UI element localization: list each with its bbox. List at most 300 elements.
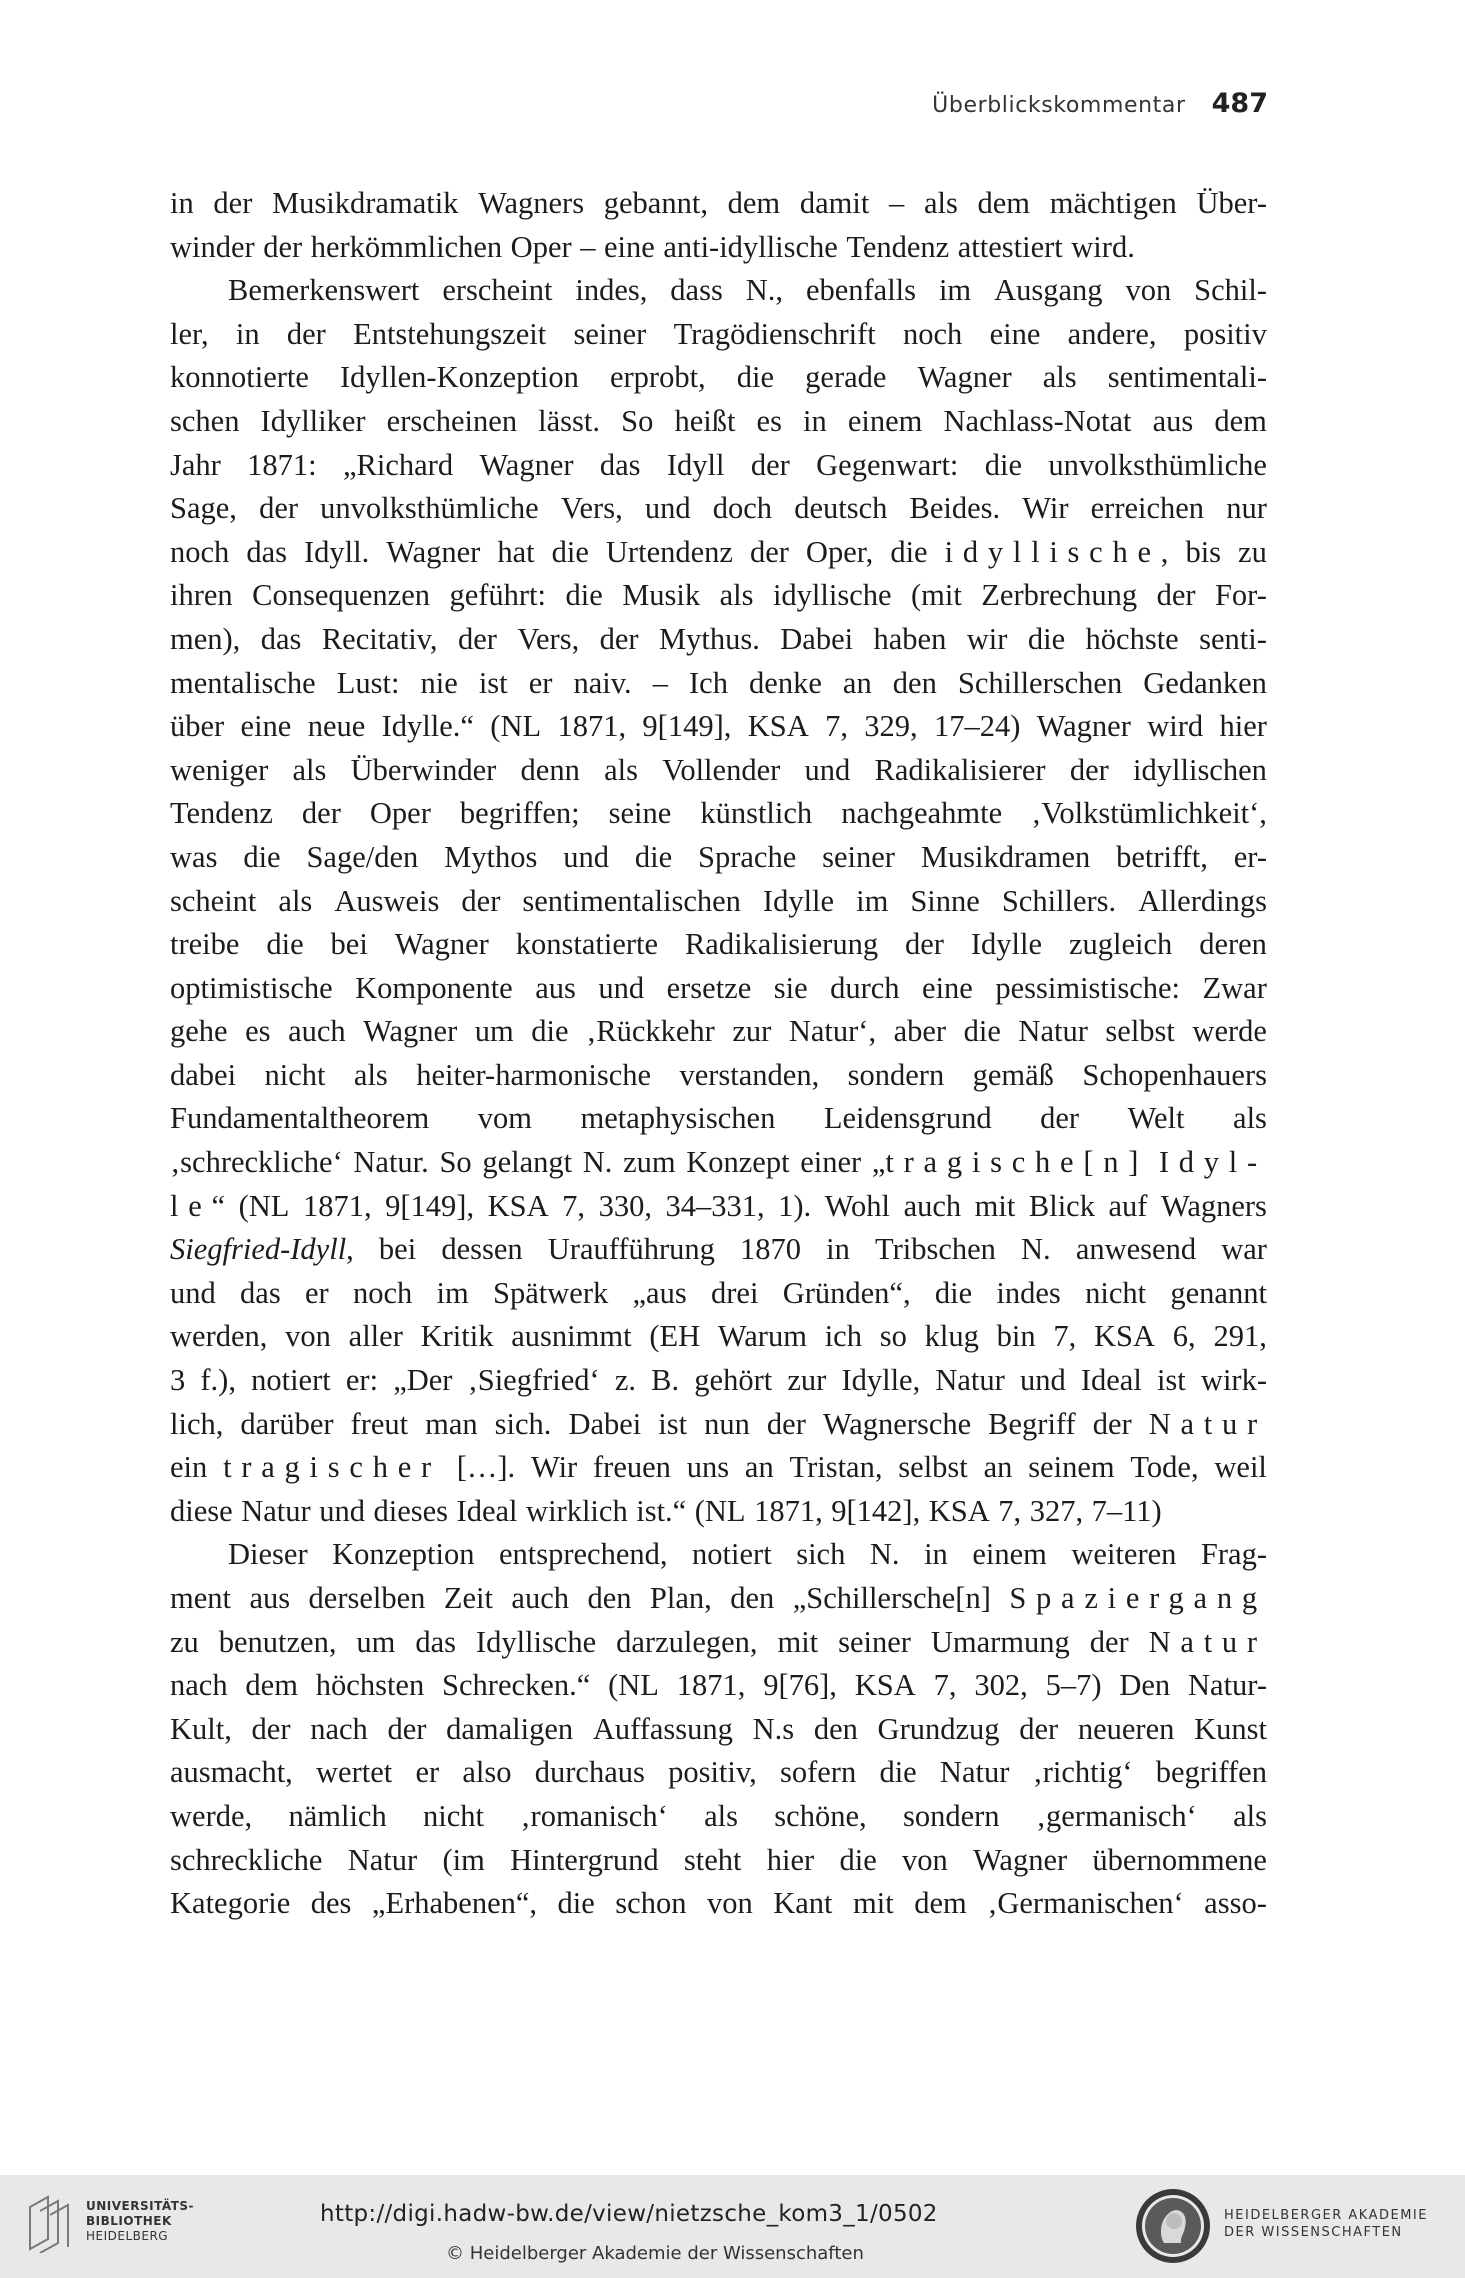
word: Tode,	[1130, 1450, 1199, 1485]
word: dem	[914, 1886, 967, 1921]
word-group	[320, 487, 539, 531]
word: und	[644, 491, 691, 526]
word-group	[674, 313, 876, 357]
word-group	[1068, 313, 1157, 357]
word: 3	[170, 1363, 186, 1398]
word-group	[565, 574, 602, 618]
word-group	[386, 531, 480, 575]
word-group	[689, 662, 728, 706]
word-group	[996, 1272, 1060, 1316]
word: Ich	[689, 665, 728, 700]
word: genannt	[1170, 1275, 1267, 1310]
word-group	[303, 1185, 372, 1229]
text-line	[170, 531, 1267, 575]
word-group	[1219, 705, 1266, 749]
word: notiert	[251, 1363, 331, 1398]
word-group	[713, 487, 772, 531]
word: zu	[1238, 534, 1267, 569]
word: als	[1042, 360, 1077, 395]
academy-label	[1224, 2207, 1428, 2241]
word: attestiert	[957, 229, 1063, 264]
word: höchste	[1085, 621, 1179, 656]
word-group	[692, 1533, 772, 1577]
word: freut	[350, 1406, 409, 1441]
body-text	[170, 182, 1267, 1926]
word: nach	[170, 1668, 228, 1703]
text-line	[170, 1359, 1267, 1403]
word-group	[562, 1185, 585, 1229]
word-group	[1071, 226, 1135, 270]
text-line	[170, 574, 1267, 618]
spaced-word: Natur	[1148, 1624, 1267, 1659]
word: des	[310, 1886, 352, 1921]
word-group	[794, 487, 887, 531]
word: das	[246, 534, 287, 569]
word-group	[958, 226, 1063, 270]
text-line	[170, 1054, 1267, 1098]
word: hier	[1219, 709, 1267, 744]
word-group	[287, 313, 326, 357]
word-group	[1021, 1228, 1051, 1272]
word: Musikdramen	[920, 839, 1091, 874]
word: Wagner	[386, 534, 481, 569]
word: ‚germanisch‘	[1035, 1798, 1197, 1833]
word-group	[841, 1359, 920, 1403]
word-group	[348, 1839, 417, 1883]
word-group	[856, 880, 888, 924]
word-group	[1130, 1446, 1198, 1490]
word-group	[170, 487, 237, 531]
word: auch	[288, 1014, 346, 1049]
word: und	[804, 752, 851, 787]
word-group	[1108, 356, 1267, 400]
word: 327,	[1029, 1493, 1084, 1528]
word: Tribschen	[875, 1232, 996, 1267]
word: der	[286, 316, 326, 351]
word: Natur	[1018, 1014, 1088, 1049]
word: 1871,	[302, 1188, 372, 1223]
word: (im	[442, 1842, 485, 1877]
word: die	[890, 534, 928, 569]
word: als	[719, 578, 754, 613]
word: Wagners	[478, 186, 585, 220]
word-group	[606, 531, 733, 575]
word-group	[958, 662, 1122, 706]
word: eine	[922, 970, 973, 1005]
word: die	[736, 360, 775, 395]
word: im	[856, 883, 889, 918]
word-group	[479, 444, 573, 488]
spaced-word: idyllische	[944, 534, 1161, 569]
word-group	[1133, 749, 1267, 793]
word-group	[1213, 1315, 1266, 1359]
word: “	[211, 1188, 226, 1223]
word: er	[528, 665, 553, 700]
word: ist	[1156, 1363, 1186, 1398]
word-group	[1029, 1185, 1095, 1229]
word-group	[1226, 487, 1267, 531]
word-group	[246, 531, 287, 575]
word-group	[1043, 356, 1077, 400]
word-group	[645, 487, 691, 531]
word-group	[974, 1664, 1027, 1708]
word: das	[415, 1624, 456, 1659]
word-group	[929, 1490, 990, 1534]
text-line	[170, 1490, 1267, 1534]
word-group	[803, 400, 827, 444]
university-library-label	[86, 2199, 194, 2244]
word-group	[973, 1054, 1054, 1098]
word-group	[1092, 1490, 1162, 1534]
word: „Richard	[343, 447, 454, 482]
word-group	[985, 444, 1022, 488]
word: ,	[346, 1232, 354, 1267]
word-group	[343, 444, 453, 488]
word: gehört	[694, 1363, 773, 1398]
word: ist	[478, 665, 508, 700]
word: Hintergrund	[510, 1842, 659, 1877]
word: und	[598, 970, 645, 1005]
word: 7–11)	[1091, 1493, 1162, 1528]
word-group	[623, 1141, 676, 1185]
word: Idylliker	[260, 403, 366, 438]
word: damit	[799, 186, 870, 220]
word: indes	[996, 1275, 1061, 1310]
word: Natur-	[1188, 1668, 1267, 1703]
word: wird	[1147, 709, 1204, 744]
word: an	[983, 1450, 1013, 1485]
word: optimistische	[170, 970, 333, 1005]
word-group	[395, 923, 489, 967]
text-line	[170, 226, 1267, 270]
word: einem	[972, 1537, 1047, 1572]
word-group	[170, 792, 273, 836]
word: 34–331,	[665, 1188, 765, 1223]
word-group	[830, 967, 899, 1011]
word-group	[170, 1272, 216, 1316]
text-line	[170, 1882, 1267, 1926]
word-group	[587, 1577, 631, 1621]
word: Oper	[510, 229, 572, 264]
word: unvolksthümliche	[1048, 447, 1267, 482]
word-group	[479, 662, 508, 706]
word-group	[1022, 487, 1068, 531]
word: (NL	[694, 1493, 746, 1528]
word: Radikalisierer	[874, 752, 1046, 787]
word: ,	[1160, 534, 1169, 569]
word: asso-	[1204, 1886, 1267, 1921]
word-group	[1050, 182, 1177, 226]
word-group	[662, 749, 780, 793]
word-group	[478, 1097, 532, 1141]
word-group	[223, 1446, 441, 1490]
word-group	[667, 444, 725, 488]
word: von	[706, 1886, 753, 1921]
word: weil	[1214, 1450, 1267, 1485]
word-group	[557, 705, 626, 749]
word-group	[905, 923, 944, 967]
text-line	[170, 1097, 1267, 1141]
word-group	[1161, 1185, 1267, 1229]
word-group	[750, 531, 789, 575]
word-group	[1091, 487, 1204, 531]
word-group	[780, 1751, 856, 1795]
word: die	[243, 839, 281, 874]
word-group	[446, 1708, 573, 1752]
word-group	[304, 531, 369, 575]
word-group	[745, 1446, 774, 1490]
word-group	[421, 662, 458, 706]
word-group	[170, 226, 255, 270]
word-group	[730, 1577, 774, 1621]
word-group	[1081, 1359, 1142, 1403]
text-line	[170, 705, 1267, 749]
word-group	[728, 182, 781, 226]
word: dabei	[170, 1057, 237, 1092]
word: ‚Siegfried‘	[467, 1363, 600, 1398]
word-group	[737, 356, 774, 400]
word: ist	[658, 1406, 688, 1441]
word-group	[170, 1577, 231, 1621]
word: Kategorie	[170, 1886, 291, 1921]
word: noch	[903, 316, 963, 351]
word: Wagner	[1036, 709, 1131, 744]
word: Wagner	[917, 360, 1012, 395]
text-line	[170, 356, 1267, 400]
word: weiteren	[1071, 1537, 1177, 1572]
word: die	[266, 927, 304, 962]
word: (NL	[238, 1188, 290, 1223]
page-number: 487	[1211, 88, 1268, 119]
text-line	[170, 1708, 1267, 1752]
word-group	[838, 1621, 911, 1665]
word: 291,	[1213, 1319, 1267, 1354]
word: es	[756, 403, 782, 438]
word-group	[898, 1446, 967, 1490]
word: der	[387, 1711, 427, 1746]
word: hat	[497, 534, 535, 569]
word: der	[461, 883, 501, 918]
word-group	[1157, 1359, 1186, 1403]
word-group	[748, 705, 809, 749]
word: Plan,	[649, 1581, 712, 1615]
word-group	[593, 1708, 733, 1752]
word-group	[757, 400, 782, 444]
word: „Erhabenen“,	[371, 1886, 538, 1921]
word-group	[1194, 1708, 1267, 1752]
word-group	[593, 1446, 671, 1490]
word: die	[839, 1842, 877, 1877]
word-group	[387, 400, 517, 444]
word: So	[439, 1145, 472, 1180]
word-group	[354, 1054, 388, 1098]
word: gebannt,	[603, 186, 708, 220]
word-group	[170, 1359, 185, 1403]
word-group	[1184, 313, 1267, 357]
word-group	[684, 1839, 742, 1883]
text-line	[170, 400, 1267, 444]
word: Idylle,	[841, 1363, 921, 1398]
word: wirklich	[526, 1493, 628, 1528]
word-group	[599, 1185, 652, 1229]
word: derselben	[308, 1581, 426, 1615]
word-group	[1138, 880, 1267, 924]
word-group	[425, 1403, 478, 1447]
word-group	[213, 182, 252, 226]
word-group	[563, 836, 609, 880]
word: erprobt,	[609, 360, 706, 395]
word-group	[316, 1751, 392, 1795]
word-group	[787, 1359, 826, 1403]
word-group	[874, 618, 947, 662]
word-group	[228, 269, 419, 313]
word: erscheint	[442, 273, 553, 308]
word: von	[285, 1319, 331, 1354]
word: so	[879, 1319, 907, 1354]
word: an	[842, 665, 872, 700]
word-group	[1185, 531, 1221, 575]
word-group	[415, 1751, 439, 1795]
word: wirk-	[1200, 1363, 1267, 1398]
word: Dabei	[568, 1406, 642, 1441]
word-group	[1078, 1708, 1175, 1752]
spaced-word: Natur	[1148, 1406, 1267, 1441]
word-group	[251, 1359, 331, 1403]
word: 1871,	[754, 1493, 823, 1528]
word: 7,	[825, 709, 848, 744]
word: gelangt	[482, 1145, 573, 1180]
word-group	[337, 662, 400, 706]
word: in	[170, 186, 194, 220]
word-group	[904, 1185, 962, 1229]
word-group	[878, 1708, 1000, 1752]
word-group	[493, 1272, 608, 1316]
word: nie	[420, 665, 458, 700]
word: Zeit	[443, 1581, 493, 1615]
word: z.	[614, 1363, 637, 1398]
word-group	[749, 662, 822, 706]
word: Sinne	[910, 883, 980, 918]
word-group	[763, 880, 834, 924]
word-group	[988, 1403, 1076, 1447]
word-group	[385, 1185, 474, 1229]
word: dem	[1214, 403, 1267, 438]
word-group	[511, 1315, 631, 1359]
word: und	[563, 839, 609, 874]
word: Natur	[241, 1493, 311, 1528]
word-group	[1201, 1533, 1267, 1577]
word: idyllische	[772, 578, 892, 613]
word-group	[1105, 1010, 1174, 1054]
word-group	[1199, 923, 1267, 967]
word-group	[1071, 1533, 1176, 1577]
word-group	[476, 1621, 596, 1665]
word-group	[870, 1533, 900, 1577]
word: Wohl	[824, 1188, 891, 1223]
word: freuen	[593, 1450, 671, 1485]
word-group	[457, 1490, 518, 1534]
word: –	[889, 186, 905, 220]
word-group	[778, 1185, 811, 1229]
word-group	[806, 269, 916, 313]
word: seine	[608, 796, 672, 831]
word: positiv,	[668, 1755, 757, 1790]
word: selbst	[898, 1450, 968, 1485]
word: Idylle.“	[381, 709, 474, 744]
word: Kant	[773, 1886, 833, 1921]
word-group	[767, 1403, 806, 1447]
word-group	[263, 226, 302, 270]
text-line	[170, 1577, 1267, 1621]
word: Consequenzen	[252, 578, 430, 613]
word: men),	[170, 621, 241, 656]
word: um	[474, 1014, 514, 1049]
word: ‚Volkstümlichkeit‘,	[1031, 796, 1267, 831]
word-group	[421, 1315, 494, 1359]
word: eine	[989, 316, 1041, 351]
word-group	[437, 1272, 469, 1316]
word-group	[170, 1185, 225, 1229]
word: ‚Germanischen‘	[987, 1886, 1184, 1921]
word-group	[642, 705, 731, 749]
word: zur	[787, 1363, 827, 1398]
text-line	[170, 880, 1267, 924]
word-group	[1214, 400, 1267, 444]
word: die	[531, 1014, 569, 1049]
word: Natur.	[353, 1145, 429, 1180]
word: Kritik	[420, 1319, 494, 1354]
word-group	[1033, 1751, 1133, 1795]
word: dessen	[441, 1232, 523, 1267]
word: als	[604, 752, 638, 787]
word-group	[332, 1533, 474, 1577]
word: der	[599, 621, 639, 656]
word: mit	[974, 1188, 1016, 1223]
word-group	[442, 1839, 484, 1883]
word: künstlich	[700, 796, 813, 831]
word-group	[558, 1882, 595, 1926]
word: und	[1019, 1363, 1066, 1398]
word-group	[1009, 1577, 1267, 1621]
running-title: Überblickskommentar	[932, 93, 1186, 118]
word-group	[653, 662, 668, 706]
word-group	[1221, 1228, 1267, 1272]
word-group	[1092, 1839, 1266, 1883]
word: Ausgang	[994, 273, 1103, 308]
word-group	[665, 1185, 764, 1229]
word: der	[1089, 1624, 1129, 1659]
word: das	[599, 447, 641, 482]
source-url-link[interactable]: http://digi.hadw-bw.de/view/nietzsche_kom3_1/0502	[320, 2201, 938, 2227]
word: als	[278, 883, 313, 918]
word: denn	[520, 752, 580, 787]
word: auch	[903, 1188, 962, 1223]
word: als	[353, 1057, 388, 1092]
word-group	[934, 705, 1020, 749]
word-group	[1201, 1359, 1267, 1403]
word: gerade	[805, 360, 887, 395]
word: betrifft,	[1116, 839, 1208, 874]
hadw-line-2: DER WISSENSCHAFTEN	[1224, 2225, 1403, 2240]
word-group	[1036, 1795, 1197, 1839]
ub-line-2: BIBLIOTHEK	[86, 2214, 172, 2228]
word: als	[923, 186, 958, 220]
word: neue	[307, 709, 366, 744]
word: sondern	[847, 1057, 945, 1092]
word: der	[457, 621, 497, 656]
page-header	[932, 88, 1268, 119]
word: von	[1125, 273, 1172, 308]
